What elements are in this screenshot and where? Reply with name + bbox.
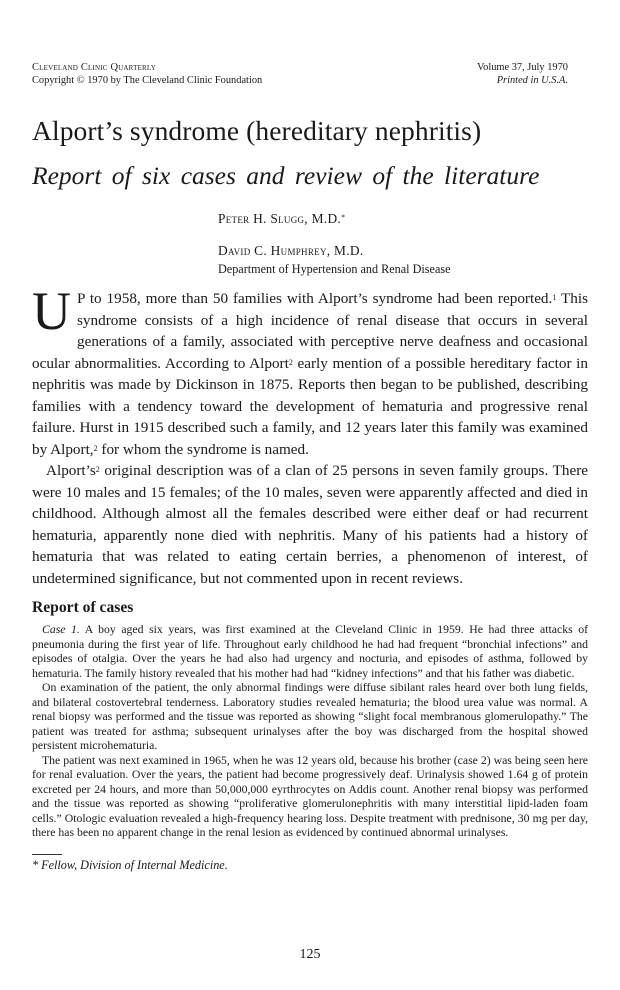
intro-text <box>32 281 588 589</box>
drop-cap: U <box>32 281 71 341</box>
section-heading: Report of cases <box>32 599 134 616</box>
footnote: * Fellow, Division of Internal Medicine. <box>32 858 228 872</box>
case-paragraph-3: The patient was next examined in 1965, when he was 12 years old, because his brother (case 2) was being seen here for renal evaluation. Over the years, the patient had become progressively deaf. Urinalysis showed 1.64 g of protein excreted per 24 hours, and more than 50,000,000 eyrthrocytes on Addis count. Another renal biopsy was performed and the tissue was reported as showing “proliferative glomerulonephritis with many interstitial lipid-laden foam cells.” Otologic evaluation revealed a high-frequency hearing loss. Despite treatment with prednisone, 30 mg per day, there has been no apparent change in the renal lesion as evidenced by continued abnormal urinalyses. <box>32 753 588 839</box>
reference-mark: 2 <box>95 465 100 474</box>
author-1-name: Peter H. Slugg, M.D. <box>218 211 342 226</box>
running-header-left <box>32 62 262 87</box>
case-paragraph-2: On examination of the patient, the only abnormal findings were diffuse sibilant rales heard over both lung fields, and bilateral costovertebral tenderness. Laboratory studies revealed hematuria; the blood urea value was normal. A renal biopsy was performed and the tissue was reported as showing “slight focal membranous glomerulopathy.” The patient was treated for asthma; subsequent urinalyses after the boy was discharged from the hospital showed persistent microhematuria. <box>32 681 588 752</box>
author-1 <box>218 209 451 229</box>
journal-name: Cleveland Clinic Quarterly <box>32 62 156 73</box>
case-p1-text: A boy aged six years, was first examined at the Cleveland Clinic in 1959. He had three attacks of pneumonia during the first year of life. Throughout early childhood he had had frequent “bronchial infections” and episodes of otalgia. Over the years he had also had urgency and nocturia, and episodes of asthma, followed by hematuria. The family history revealed that his mother had had “kidney infections” and that his father was diabetic. <box>32 623 589 680</box>
intro-paragraph-1 <box>32 281 588 460</box>
case-paragraph-1 <box>32 623 588 681</box>
article-title: Alport’s syndrome (hereditary nephritis) <box>32 115 482 146</box>
author-1-footnote-mark: * <box>341 213 346 222</box>
reference-mark: 2 <box>288 357 293 367</box>
intro-p1-a: P to 1958, more than 50 families with Alport’s syndrome had been reported. <box>77 290 553 307</box>
intro-paragraph-2 <box>32 460 588 589</box>
footnote-divider <box>32 854 62 855</box>
intro-p1-b: This syndrome consists of a high incidence of renal disease that occurs in several generations of a family, associated with perceptive nerve deafness and occasional ocular abnormalities. According to Alport <box>32 290 588 372</box>
copyright-line: Copyright © 1970 by The Cleveland Clinic Foundation <box>32 74 263 86</box>
case-report-text <box>32 623 588 841</box>
volume-line: Volume 37, July 1970 <box>476 62 568 73</box>
reference-mark: 2 <box>93 443 98 453</box>
intro-p1-c: early mention of a possible hereditary factor in nephritis was made by Dickinson in 1875. Reports then began to be published, describing families with a tendency toward the development of hematuria and progressive renal failure. Hurst in 1915 described such a family, and 12 years later this family was examined by Alport, <box>32 354 588 458</box>
author-2: David C. Humphrey, M.D. <box>218 243 364 258</box>
running-header-right <box>477 62 568 87</box>
intro-p2-a: Alport’s <box>46 462 96 479</box>
printed-line: Printed in U.S.A. <box>496 74 568 86</box>
author-block <box>218 209 451 277</box>
author-department: Department of Hypertension and Renal Disease <box>218 262 451 276</box>
page-number: 125 <box>299 947 321 962</box>
reference-mark: 1 <box>552 293 557 302</box>
case-label: Case 1. <box>42 623 80 636</box>
intro-p2-b: original description was of a clan of 25 persons in seven family groups. There were 10 males and 15 females; of the 10 males, seven were apparently affected and died in childhood. Although almost all the females described were either deaf or had recurrent hematuria, apparently none died with nephritis. Many of his patients had a history of hematuria that was related to eating certain berries, a phenomenon of interest, of undetermined significance, but not commented upon in recent reviews. <box>32 462 588 587</box>
article-subtitle: Report of six cases and review of the literature <box>32 161 540 190</box>
intro-p1-d: for whom the syndrome is named. <box>97 440 309 458</box>
